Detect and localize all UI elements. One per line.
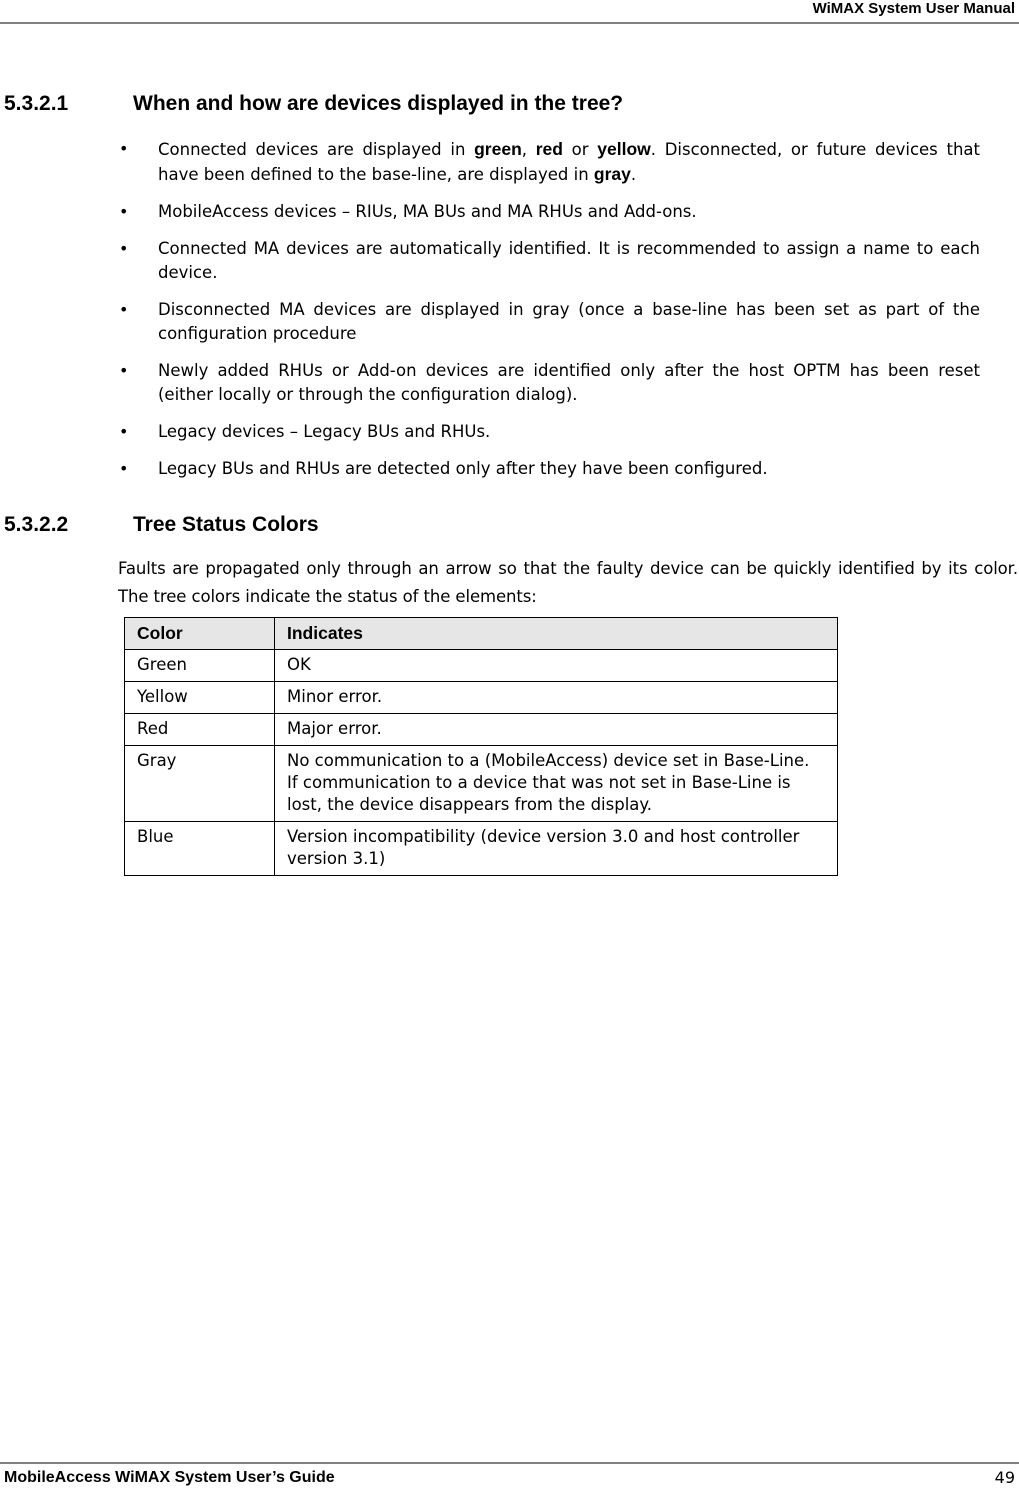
section-number: 5.3.2.2 xyxy=(4,513,69,536)
column-header: Color xyxy=(125,618,275,650)
table-row xyxy=(125,746,838,822)
color-cell: Gray xyxy=(125,746,275,822)
bullet-text: . xyxy=(630,165,637,184)
list-item: • Legacy devices – Legacy BUs and RHUs. xyxy=(118,420,980,444)
intro-paragraph: Faults are propagated only through an arrow so that the faulty device can be quickly identified by its color. The tree colors indicate the status of the elements: xyxy=(118,559,1018,606)
bold-yellow: yellow xyxy=(597,139,651,159)
indicates-cell: Version incompatibility (device version 3.0 and host controller version 3.1) xyxy=(275,822,838,876)
color-cell: Blue xyxy=(125,822,275,876)
list-item: • Legacy BUs and RHUs are detected only after they have been configured. xyxy=(118,457,980,481)
section-title: Tree Status Colors xyxy=(133,513,319,536)
color-cell: Green xyxy=(125,650,275,682)
list-item: • Disconnected MA devices are displayed in gray (once a base-line has been set as part of the configuration procedure xyxy=(118,298,980,346)
color-cell: Yellow xyxy=(125,682,275,714)
bullet-text: . Disconnected, or future devices that have been defined to the base-line, are displayed in xyxy=(158,140,980,184)
bullet-text: or xyxy=(562,140,598,159)
list-item: • MobileAccess devices – RIUs, MA BUs and MA RHUs and Add-ons. xyxy=(118,200,980,224)
table-row xyxy=(125,682,838,714)
indicates-cell: Major error. xyxy=(275,714,838,746)
table-row xyxy=(125,650,838,682)
list-item: • Connected MA devices are automatically identified. It is recommended to assign a name to each device. xyxy=(118,237,980,285)
manual-title: WiMAX System User Manual xyxy=(812,0,1015,17)
table-row xyxy=(125,714,838,746)
indicates-cell: No communication to a (MobileAccess) device set in Base-Line. If communication to a device that was not set in Base-Line is lost, the device disappears from the display. xyxy=(275,746,838,822)
running-footer xyxy=(0,1462,1019,1498)
guide-title: MobileAccess WiMAX System User’s Guide xyxy=(4,1469,335,1486)
column-header: Indicates xyxy=(275,618,838,650)
list-item: • Newly added RHUs or Add-on devices are identified only after the host OPTM has been reset (either locally or through the configuration dialog). xyxy=(118,359,980,407)
bullet-text: Connected devices are displayed in xyxy=(158,140,475,159)
bold-gray: gray xyxy=(593,164,631,184)
color-cell: Red xyxy=(125,714,275,746)
section-heading-5-3-2-2 xyxy=(4,513,319,537)
indicates-cell: Minor error. xyxy=(275,682,838,714)
running-header xyxy=(0,0,1019,24)
status-colors-table xyxy=(124,617,838,876)
device-display-list xyxy=(118,137,980,494)
section-heading-5-3-2-1 xyxy=(4,92,623,116)
section-number: 5.3.2.1 xyxy=(4,92,69,115)
bold-green: green xyxy=(474,139,522,159)
bullet-text: , xyxy=(521,140,536,159)
bold-red: red xyxy=(535,139,563,159)
page-number: 49 xyxy=(994,1468,1015,1487)
list-item xyxy=(118,137,980,187)
indicates-cell: OK xyxy=(275,650,838,682)
section-title: When and how are devices displayed in the tree? xyxy=(133,92,624,115)
table-row xyxy=(125,822,838,876)
table-header-row xyxy=(125,618,838,650)
